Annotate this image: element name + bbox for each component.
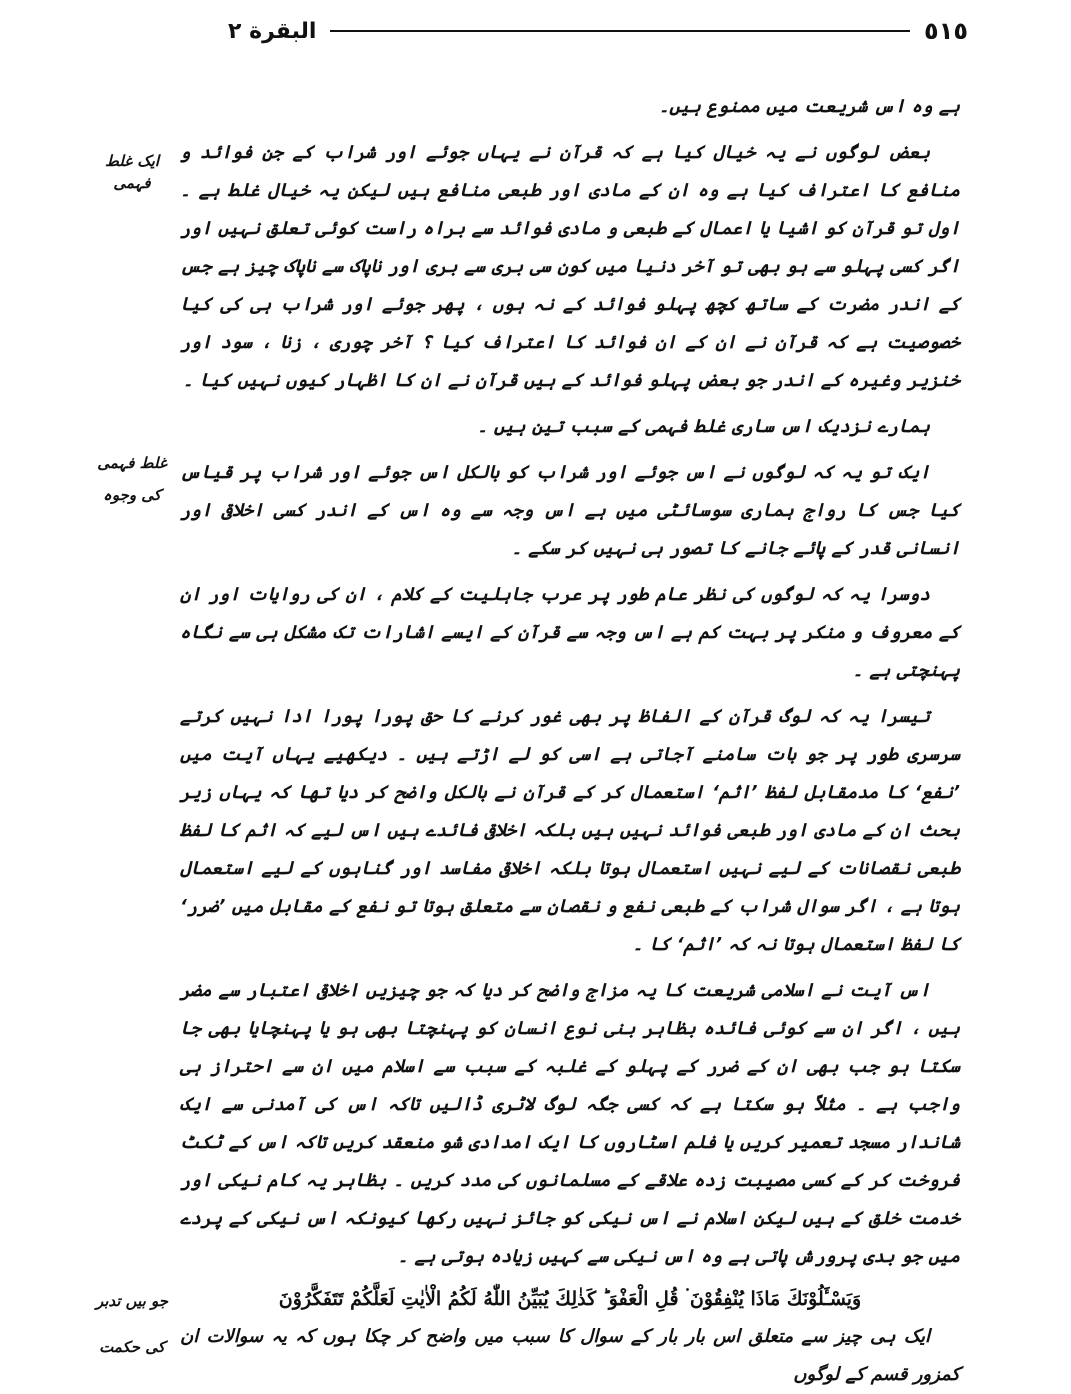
page-header	[228, 14, 968, 48]
paragraph-first-reason: ایک تو یہ کہ لوگوں نے اس جوئے اور شراب کو بالکل اس جوئے اور شراب پر قیاس کیا جس کا رواج ہماری سوسائٹی میں ہے اس وجہ سے وہ اس کے اندر کسی اخلاقی اور انسانی قدر کے پائے جانے کا تصور ہی نہیں کر سکے ۔	[180, 462, 960, 559]
paragraph-continuation: ہے وہ اس شریعت میں ممنوع ہیں۔	[658, 96, 960, 117]
margin-note-misconception: ایک غلط فہمی	[104, 152, 160, 192]
paragraph-third-reason: تیسرا یہ کہ لوگ قرآن کے الفاظ پر بھی غور کرنے کا حق پورا پورا ادا نہیں کرتے سرسری طور پر جو بات سامنے آجاتی ہے اسی کو لے اڑتے ہیں ۔ دیکھیے یہاں آیت میں ’نفع‘ کا مدمقابل لفظ ’اثم‘ استعمال کر کے قرآن نے بالکل واضح کر دیا تھا کہ یہاں زیر بحث ان کے مادی اور طبعی فوائد نہیں ہیں بلکہ اخلاقی فائدے ہیں اس لیے کہ اثم کا لفظ طبعی نقصانات کے لیے نہیں استعمال ہوتا بلکہ اخلاقی مفاسد اور گناہوں کے لیے استعمال ہوتا ہے ، اگر سوال شراب کے طبعی نفع و نقصان سے متعلق ہوتا تو نفع کے مقابل میں ’ضرر‘ کا لفظ استعمال ہوتا نہ کہ ’اثم‘ کا ۔	[180, 706, 960, 955]
margin-note-reasons: کی وجوہ	[103, 486, 161, 504]
paragraph-repeated-question: ایک ہی چیز سے متعلق اس بار بار کے سوال کا سبب میں واضح کر چکا ہوں کہ یہ سوالات ان کمزور قسم کے لوگوں	[180, 1326, 960, 1385]
quran-verse: وَيَسْـَٔلُوْنَكَ مَاذَا يُنْفِقُوْنَ ۬ قُلِ الْعَفْوَ ؕ كَذٰلِكَ يُبَيِّنُ اللّٰهُ لَكُمُ الْاٰيٰتِ لَعَلَّكُمْ تَتَفَكَّرُوْنَ	[278, 1288, 862, 1310]
paragraph-second-reason: دوسرا یہ کہ لوگوں کی نظر عام طور پر عرب جاہلیت کے کلام ، ان کی روایات اور ان کے معروف و منکر پر بہت کم ہے اس وجہ سے قرآن کے ایسے اشارات تک مشکل ہی سے نگاہ پہنچتی ہے ۔	[180, 584, 960, 681]
surah-name: البقرة ٢	[228, 18, 317, 44]
paragraph-misconception: بعض لوگوں نے یہ خیال کیا ہے کہ قرآن نے یہاں جوئے اور شراب کے جن فوائد و منافع کا اعتراف کیا ہے وہ ان کے مادی اور طبعی منافع ہیں لیکن یہ خیال غلط ہے ۔ اول تو قرآن کو اشیا یا اعمال کے طبعی و مادی فوائد سے براہ راست کوئی تعلق نہیں اور اگر کسی پہلو سے ہو بھی تو آخر دنیا میں کون سی بری سے بری اور ناپاک سے ناپاک چیز ہے جس کے اندر مضرت کے ساتھ کچھ پہلو فوائد کے نہ ہوں ، پھر جوئے اور شراب ہی کی کیا خصوصیت ہے کہ قرآن نے ان کے ان فوائد کا اعتراف کیا ؟ آخر چوری ، زنا ، سود اور خنزیر وغیرہ کے اندر جو بعض پہلو فوائد کے ہیں قرآن نے ان کا اظہار کیوں نہیں کیا ۔	[180, 142, 960, 391]
margin-note-wisdom: کی حکمت	[99, 1338, 165, 1356]
paragraph-three-reasons: ہمارے نزدیک اس ساری غلط فہمی کے سبب تین ہیں ۔	[477, 416, 930, 437]
margin-note-misconception-2: غلط فہمی	[97, 454, 167, 472]
header-rule	[330, 30, 910, 32]
paragraph-shariah-temperament: اس آیت نے اسلامی شریعت کا یہ مزاج واضح کر دیا کہ جو چیزیں اخلاقی اعتبار سے مضر ہیں ، اگر ان سے کوئی فائدہ بظاہر بنی نوع انسان کو پہنچتا بھی ہو یا پہنچایا بھی جا سکتا ہو جب بھی ان کے ضرر کے پہلو کے غلبہ کے سبب سے اسلام میں ان سے احتراز ہی واجب ہے ۔ مثلاً ہو سکتا ہے کہ کسی جگہ لوگ لاٹری ڈالیں تاکہ اس کی آمدنی سے ایک شاندار مسجد تعمیر کریں یا فلم اسٹاروں کا ایک امدادی شو منعقد کریں تاکہ اس کے ٹکٹ فروخت کر کے کسی مصیبت زدہ علاقے کے مسلمانوں کی مدد کریں ۔ بظاہر یہ کام نیکی اور خدمت خلق کے ہیں لیکن اسلام نے اس نیکی کو جائز نہیں رکھا کیونکہ اس نیکی کے پردے میں جو بدی پرورش پاتی ہے وہ اس نیکی سے کہیں زیادہ ہوتی ہے ۔	[180, 980, 960, 1267]
margin-note-reflection: جو بیں تدبر	[95, 1292, 169, 1310]
page-number: ٥١٥	[924, 17, 968, 45]
main-text	[180, 88, 960, 1394]
